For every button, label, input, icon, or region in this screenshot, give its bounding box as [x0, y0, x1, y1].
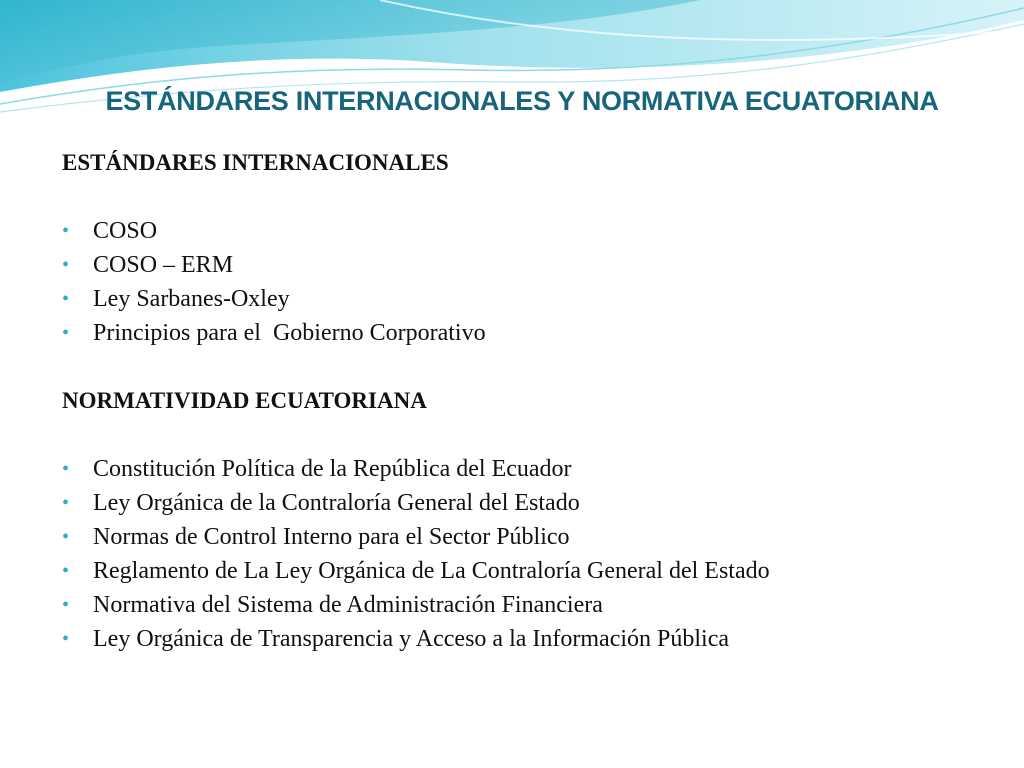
- bullet-icon: •: [62, 560, 70, 582]
- list-item: • Ley Sarbanes-Oxley: [62, 282, 982, 316]
- bullet-list: [62, 214, 982, 350]
- section-international: [62, 146, 982, 350]
- bullet-icon: •: [62, 220, 70, 242]
- list-item: • Ley Orgánica de Transparencia y Acceso a la Información Pública: [62, 622, 982, 656]
- list-item: • Constitución Política de la República del Ecuador: [62, 452, 982, 486]
- bullet-icon: •: [62, 492, 70, 514]
- bullet-icon: •: [62, 594, 70, 616]
- bullet-icon: •: [62, 288, 70, 310]
- section-ecuadorian: [62, 384, 982, 656]
- bullet-icon: •: [62, 322, 70, 344]
- list-item: • COSO – ERM: [62, 248, 982, 282]
- list-item: • Normativa del Sistema de Administración Financiera: [62, 588, 982, 622]
- list-item: • Principios para el Gobierno Corporativo: [62, 316, 982, 350]
- bullet-icon: •: [62, 458, 70, 480]
- list-item: • Ley Orgánica de la Contraloría General del Estado: [62, 486, 982, 520]
- bullet-icon: •: [62, 628, 70, 650]
- list-item: • Normas de Control Interno para el Sector Público: [62, 520, 982, 554]
- bullet-icon: •: [62, 254, 70, 276]
- slide-title: ESTÁNDARES INTERNACIONALES Y NORMATIVA ECUATORIANA: [105, 86, 939, 116]
- slide-content: [62, 146, 982, 656]
- bullet-icon: •: [62, 526, 70, 548]
- list-item: • Reglamento de La Ley Orgánica de La Contraloría General del Estado: [62, 554, 982, 588]
- list-item: • COSO: [62, 214, 982, 248]
- section-heading: ESTÁNDARES INTERNACIONALES: [62, 150, 449, 175]
- section-heading: NORMATIVIDAD ECUATORIANA: [62, 388, 427, 413]
- bullet-list: [62, 452, 982, 656]
